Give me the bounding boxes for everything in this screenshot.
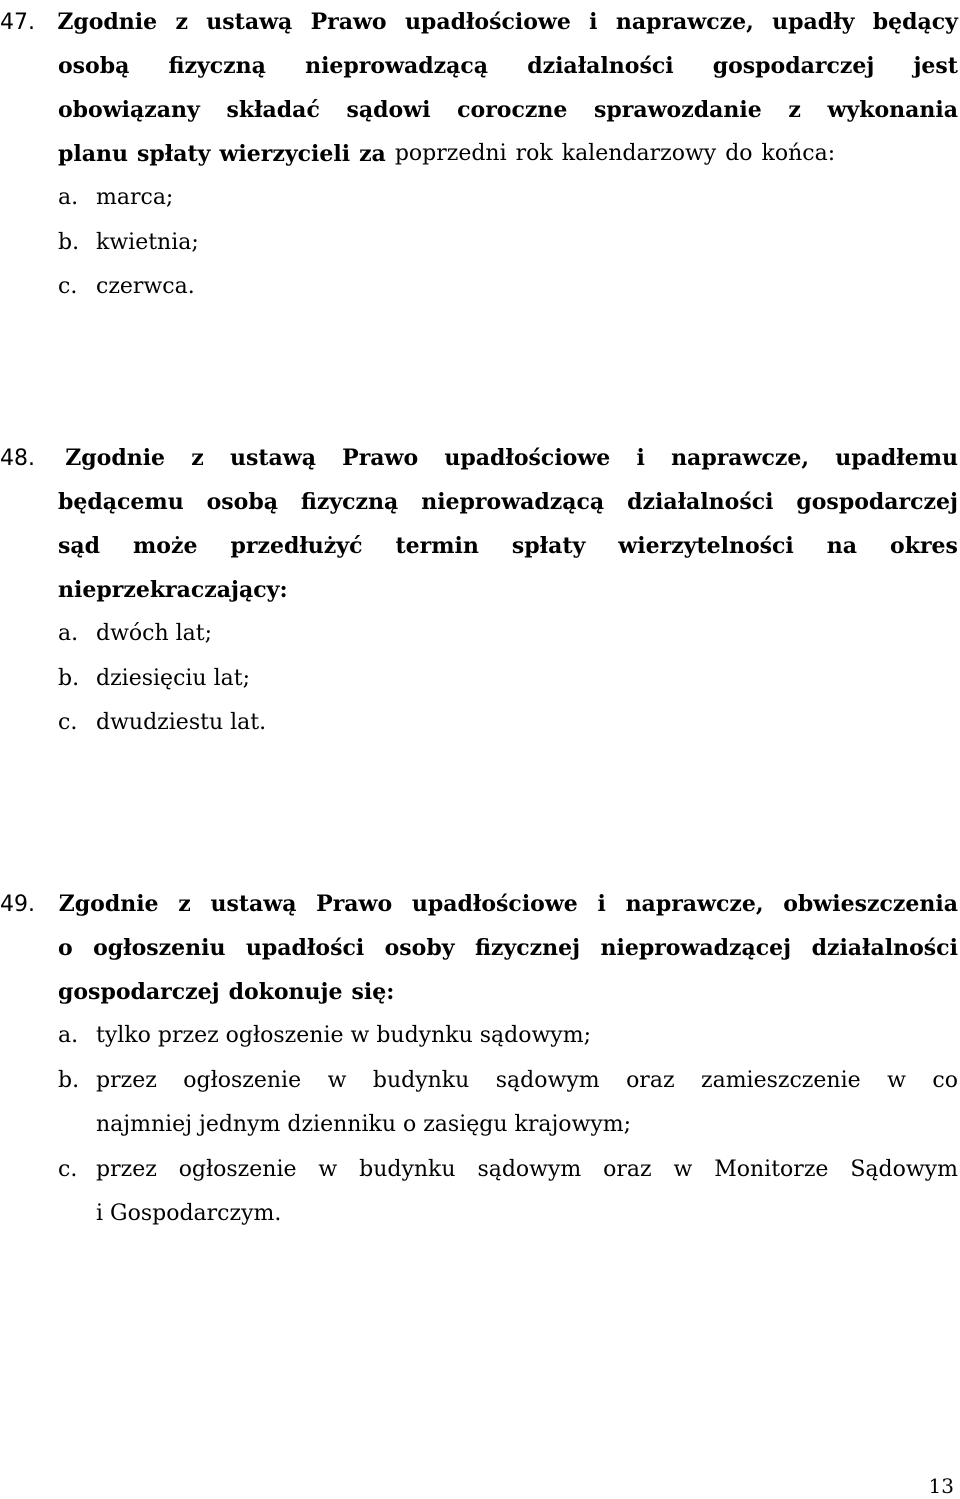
stem-word: nieprzekraczający: xyxy=(58,577,288,603)
stem-word: spłaty xyxy=(137,141,211,167)
stem-word: i xyxy=(589,9,598,35)
answer-option-b: b. kwietnia; xyxy=(58,229,199,255)
stem-word: działalności xyxy=(627,489,774,515)
stem-word: Zgodnie xyxy=(58,891,159,917)
question-number: 47. xyxy=(0,10,35,35)
stem-word: ustawą xyxy=(206,9,293,35)
stem-word: z xyxy=(178,891,191,917)
question-stem-line xyxy=(0,480,958,524)
stem-word: upadły xyxy=(772,9,855,35)
stem-word: Prawo xyxy=(310,9,387,35)
stem-word: Zgodnie xyxy=(65,445,166,471)
stem-word: spłaty xyxy=(511,533,586,559)
stem-word: się: xyxy=(351,979,395,1005)
stem-word: i xyxy=(636,445,645,471)
stem-word: osobą xyxy=(58,53,130,79)
question-stem-line xyxy=(0,524,958,568)
question-number: 48. xyxy=(0,446,35,471)
stem-word: jest xyxy=(913,53,958,79)
answer-option-b-continuation: najmniej jednym dzienniku o zasięgu krajowym; xyxy=(96,1112,632,1137)
stem-word: będący xyxy=(872,9,958,35)
stem-word: wierzytelności xyxy=(618,533,794,559)
stem-word: nieprowadzącą xyxy=(421,489,605,515)
stem-word: będącemu xyxy=(58,489,184,515)
stem-word: za xyxy=(359,141,386,167)
answer-option-b: b. przez ogłoszenie w budynku sądowym oraz zamieszczenie w co xyxy=(58,1067,958,1093)
question-stem-line xyxy=(0,44,958,88)
stem-word: sąd xyxy=(58,533,101,559)
stem-word: nieprowadzącej xyxy=(600,935,792,961)
stem-word: do xyxy=(725,141,753,166)
stem-word: wykonania xyxy=(827,97,958,123)
stem-word: upadłościowe xyxy=(411,891,578,917)
stem-word: fizyczną xyxy=(168,53,266,79)
stem-word: Prawo xyxy=(342,445,419,471)
stem-word: ustawą xyxy=(229,445,316,471)
stem-word: składać xyxy=(226,97,320,123)
stem-word: osoby xyxy=(384,935,455,961)
stem-word: naprawcze, xyxy=(625,891,764,917)
stem-word: nieprowadzącą xyxy=(305,53,489,79)
stem-word: okres xyxy=(890,533,958,559)
answer-option-a: a. marca; xyxy=(58,185,174,210)
stem-word: sądowi xyxy=(346,97,431,123)
stem-word: działalności xyxy=(811,935,958,961)
stem-word: termin xyxy=(395,533,479,559)
question-stem-line xyxy=(0,132,958,176)
question-48 xyxy=(0,436,958,746)
question-47 xyxy=(0,0,958,310)
answer-option-a: a. dwóch lat; xyxy=(58,621,213,646)
stem-word: fizyczną xyxy=(300,489,399,515)
stem-word: o xyxy=(58,935,73,961)
stem-word: może xyxy=(133,533,198,559)
answer-option-c: c. czerwca. xyxy=(58,274,195,299)
stem-word: upadłościowe xyxy=(404,9,571,35)
stem-word: upadłościowe xyxy=(444,445,611,471)
stem-word: ogłoszeniu xyxy=(93,935,226,961)
stem-word: gospodarczej xyxy=(796,489,958,515)
stem-word: z xyxy=(191,445,204,471)
page-number: 13 xyxy=(928,1474,954,1498)
stem-word: Prawo xyxy=(316,891,393,917)
stem-word: i xyxy=(597,891,606,917)
stem-word: planu xyxy=(58,141,128,167)
stem-word: naprawcze, xyxy=(671,445,810,471)
stem-word: ustawą xyxy=(210,891,297,917)
stem-word: na xyxy=(826,533,858,559)
stem-word: poprzedni xyxy=(394,141,507,166)
stem-word: upadłemu xyxy=(835,445,958,471)
stem-word: fizycznej xyxy=(474,935,581,961)
stem-word: osobą xyxy=(206,489,278,515)
stem-word: wierzycieli xyxy=(219,141,351,167)
answer-option-c-continuation: i Gospodarczym. xyxy=(96,1201,282,1226)
stem-word: sprawozdanie xyxy=(593,97,762,123)
question-stem-line xyxy=(0,970,958,1014)
stem-word: obwieszczenia xyxy=(783,891,958,917)
stem-word: z xyxy=(175,9,188,35)
question-49 xyxy=(0,882,958,1237)
answer-option-c: c. przez ogłoszenie w budynku sądowym oraz w Monitorze Sądowym xyxy=(58,1156,958,1182)
stem-word: działalności xyxy=(527,53,674,79)
stem-word: upadłości xyxy=(245,935,365,961)
stem-word: Zgodnie xyxy=(57,9,158,35)
stem-word: kalendarzowy xyxy=(561,141,717,166)
question-number: 49. xyxy=(0,892,35,917)
stem-word: dokonuje xyxy=(228,979,343,1005)
question-stem-line xyxy=(0,0,958,44)
stem-word: naprawcze, xyxy=(615,9,754,35)
question-stem-line xyxy=(0,436,958,480)
answer-option-b: b. dziesięciu lat; xyxy=(58,665,250,691)
stem-word: końca: xyxy=(761,141,836,166)
stem-word: z xyxy=(788,97,801,123)
stem-word: rok xyxy=(515,141,553,166)
stem-word: przedłużyć xyxy=(230,533,363,559)
question-stem-line xyxy=(0,926,958,970)
question-stem-line xyxy=(0,88,958,132)
stem-word: coroczne xyxy=(457,97,568,123)
answer-option-a: a. tylko przez ogłoszenie w budynku sądowym; xyxy=(58,1023,592,1048)
question-stem-line xyxy=(0,882,958,926)
stem-word: gospodarczej xyxy=(58,979,220,1005)
stem-word: gospodarczej xyxy=(712,53,875,79)
stem-word: obowiązany xyxy=(58,97,200,123)
question-stem-line xyxy=(0,568,958,612)
answer-option-c: c. dwudziestu lat. xyxy=(58,710,267,735)
